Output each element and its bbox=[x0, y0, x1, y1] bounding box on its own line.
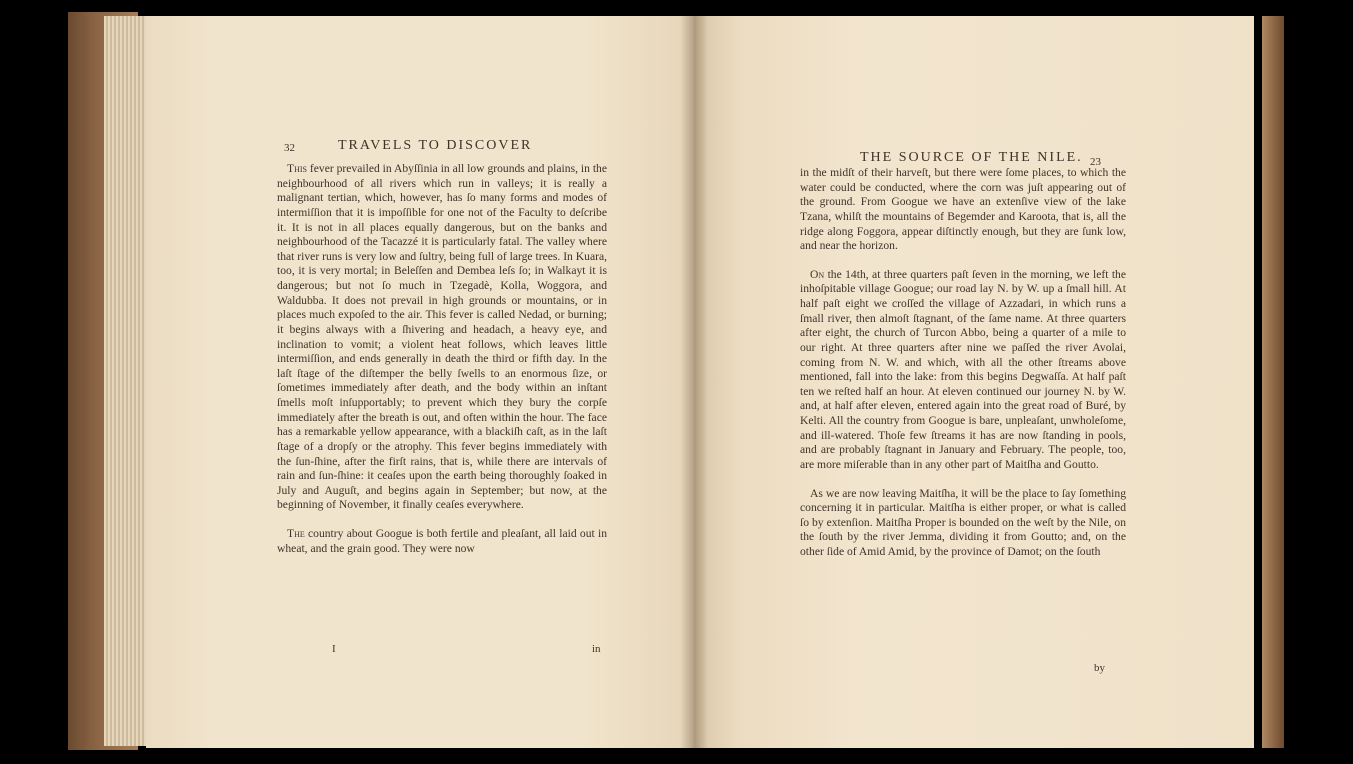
right-page-text bbox=[800, 166, 1126, 560]
left-catchword: in bbox=[592, 643, 601, 655]
right-paragraph-3 bbox=[800, 487, 1126, 560]
left-page-text bbox=[277, 162, 607, 556]
open-book bbox=[68, 10, 1284, 754]
left-page-number: 32 bbox=[284, 142, 295, 154]
right-page-number: 23 bbox=[1090, 156, 1101, 168]
paragraph-lead: The bbox=[287, 527, 305, 540]
paragraph-body: country about Googue is both fertile and pleaſant, all laid out in wheat, and the grain good. They were now bbox=[277, 527, 607, 555]
paragraph-body: the 14th, at three quarters paſt ſeven in the morning, we left the inhoſpitable village Googue; our road lay N. by W. up a ſmall hill. At half paſt eight we croſſed the village of Azzadari, in which runs a ſmall river, then almoſt ſtagnant, of the ſame name. At three quarters after eight, the church of Turcon Abbo, being a quarter of a mile to our right. At three quarters after nine we paſſed the river Avolai, coming from N. W. and which, with all the other ſtreams above mentioned, fall into the lake: from this begins Degwaſſa. At half paſt ten we reſted half an hour. At eleven continued our journey N. by W. and, at half after eleven, entered again into the great road of Buré, by Kelti. All the country from Googue is bare, unpleaſant, unwholeſome, and ill-watered. Thoſe few ſtreams it has are now ſtanding in pools, and are probably ſtagnant in January and February. The people, too, are more miſerable than in any other part of Maitſha and Goutto. bbox=[800, 267, 1126, 471]
paragraph-lead: This bbox=[287, 162, 307, 175]
right-paragraph-1 bbox=[800, 166, 1126, 254]
page-edges bbox=[104, 16, 150, 746]
right-page bbox=[694, 16, 1254, 748]
paragraph-body: in the midſt of their harveſt, but there were ſome places, to which the water could be conducted, where the corn was juſt appearing out of the ground. From Googue we have an extenſive view of the lake Tzana, whilſt the mountains of Begemder and Karoota, that is, all the ridge along Foggora, appear diſtinctly enough, but they are ſunk low, and near the horizon. bbox=[800, 166, 1126, 253]
paragraph-body: fever prevailed in Abyſſinia in all low grounds and plains, in the neighbourhood of all rivers which run in valleys; it is really a malignant tertian, which, however, has ſo many forms and modes of intermiſſion that it is impoſſible for one not of the Faculty to deſcribe it. It is not in all places equally dangerous, but on the banks and neighbourhood of the Tacazzé it is particularly fatal. The valley where that river runs is very low and ſultry, being full of large trees. In Kuara, too, it is very mortal; in Beleſſen and Dembea leſs ſo; in Walkayt it is dangerous; but not ſo much in Tzegadè, Kolla, Woggora, and Waldubba. It does not prevail in high grounds or mountains, or in places much expoſed to the air. This fever is called Nedad, or burning; it begins always with a ſhivering and headach, a heavy eye, and inclination to vomit; a violent heat follows, which leaves little intermiſſion, and ends generally in death the third or fifth day. In the laſt ſtage of the diſtemper the belly ſwells to an enormous ſize, or ſometimes immediately after death, and the body within an inſtant ſmells moſt inſupportably; to prevent which they bury the corpſe immediately after the breath is out, and often within the hour. The face has a remarkable yellow appearance, with a blackiſh caſt, as in the laſt ſtage of a dropſy or the atrophy. This fever begins immediately with the ſun-ſhine, after the firſt rains, that is, while there are intervals of rain and ſun-ſhine: it ceaſes upon the earth being thoroughly ſoaked in July and Auguſt, and begins again in September; but now, at the beginning of November, it finally ceaſes everywhere. bbox=[277, 162, 607, 512]
left-paragraph-1 bbox=[277, 162, 607, 513]
left-running-head: TRAVELS TO DISCOVER bbox=[338, 138, 533, 153]
paragraph-body: As we are now leaving Maitſha, it will be the place to ſay ſomething concerning it in particular. Maitſha is either proper, or what is called ſo by extenſion. Maitſha Proper is bounded on the weſt by the Nile, on the ſouth by the river Jemma, dividing it from Goutto; and, on the other ſide of Amid Amid, by the province of Damot; on the ſouth bbox=[800, 486, 1126, 558]
book-gutter bbox=[680, 16, 708, 748]
signature-mark: I bbox=[332, 643, 336, 655]
left-paragraph-2 bbox=[277, 527, 607, 556]
left-page bbox=[146, 16, 694, 748]
right-catchword: by bbox=[1094, 662, 1105, 674]
right-paragraph-2 bbox=[800, 268, 1126, 473]
paragraph-lead: On bbox=[810, 267, 825, 281]
right-running-head: THE SOURCE OF THE NILE. bbox=[860, 150, 1083, 165]
book-cover-right bbox=[1262, 16, 1284, 748]
